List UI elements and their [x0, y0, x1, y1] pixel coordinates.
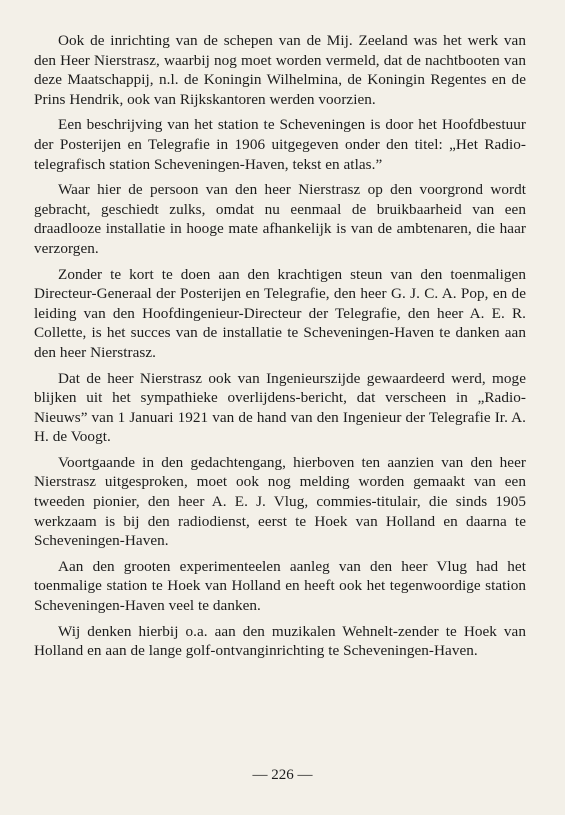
paragraph-2: Een beschrijving van het station te Scheveningen is door het Hoofdbestuur der Posterijen en Telegrafie in 1906 uitgegeven onder den titel: „Het Radio-telegrafisch station Scheveningen-Haven, tekst en atlas.” [34, 116, 526, 173]
page-number: — 226 — [252, 767, 313, 783]
paragraph-7: Aan den grooten experimenteelen aanleg van den heer Vlug had het toenmalige station te Hoek van Holland en heeft ook het tegenwoordige station Scheveningen-Haven veel te danken. [34, 557, 526, 615]
paragraph-5: Dat de heer Nierstrasz ook van Ingenieurszijde gewaardeerd werd, moge blijken uit het sympathieke overlijdens-bericht, dat verscheen in „Radio-Nieuws” van 1 Januari 1921 van de hand van den Ingenieur der Telegrafie Ir. A. H. de Voogt. [34, 369, 526, 446]
body-text [34, 31, 526, 667]
paragraph-6: Voortgaande in den gedachtengang, hierboven ten aanzien van den heer Nierstrasz uitgesproken, moet ook nog melding worden gemaakt van een tweeden pionier, den heer A. E. J. Vlug, commies-titulair, die sinds 1905 werkzaam is bij den radiodienst, eerst te Hoek van Holland en daarna te Scheveningen-Haven. [34, 453, 526, 550]
paragraph-1: Ook de inrichting van de schepen van de Mij. Zeeland was het werk van den Heer Nierstrasz, waarbij nog moet worden vermeld, dat de nachtbooten van deze Maatschappij, n.l. de Koningin Wilhelmina, de Koningin Regentes en de Prins Hendrik, ook van Rijkskantoren werden voorzien. [34, 32, 526, 108]
paragraph-8: Wij denken hierbij o.a. aan den muzikalen Wehnelt-zender te Hoek van Holland en aan de lange golf-ontvanginrichting te Scheveningen-Haven. [34, 622, 526, 660]
paragraph-4: Zonder te kort te doen aan den krachtigen steun van den toenmaligen Directeur-Generaal der Posterijen en Telegrafie, den heer G. J. C. A. Pop, en de leiding van den Hoofdingenieur-Directeur der Telegrafie, den heer A. E. R. Collette, is het succes van de installatie te Scheveningen-Haven te danken aan den heer Nierstrasz. [34, 265, 526, 361]
paragraph-3: Waar hier de persoon van den heer Nierstrasz op den voorgrond wordt gebracht, geschiedt zulks, omdat nu eenmaal de bruikbaarheid van een draadlooze installatie in hooge mate afhankelijk is van de ambtenaren, die haar verzorgen. [34, 181, 526, 257]
